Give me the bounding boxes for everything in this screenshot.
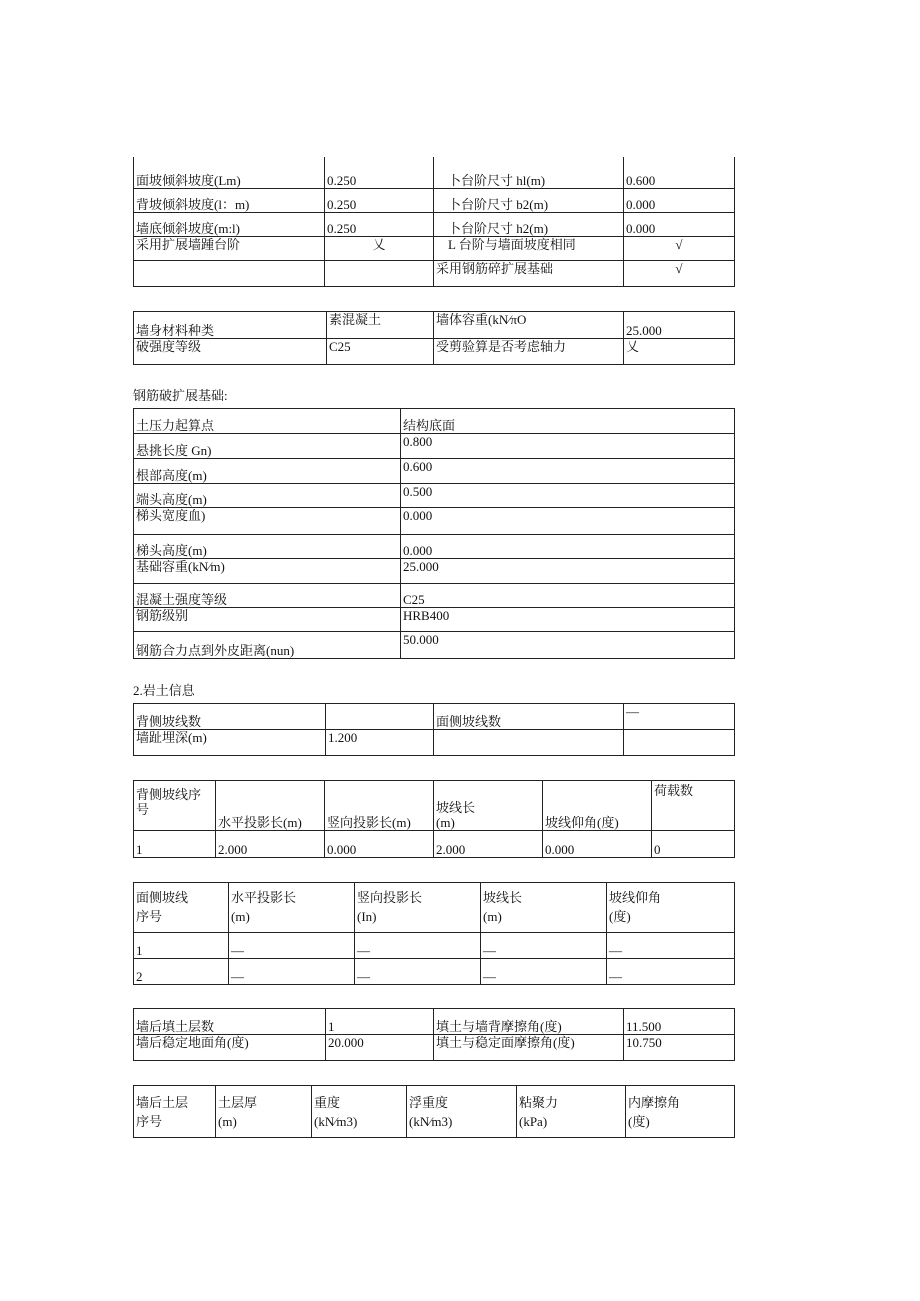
param-label: 根部高度(m) — [134, 459, 401, 484]
param-value: HRB400 — [401, 608, 735, 632]
param-label: 破强度等级 — [134, 339, 327, 365]
param-label — [134, 260, 325, 286]
column-header: 内摩擦角 (度) — [626, 1086, 735, 1138]
param-label: 墙身材料种类 — [134, 312, 327, 339]
column-header: 荷载数 — [652, 781, 735, 831]
column-header: 粘聚力 (kPa) — [517, 1086, 626, 1138]
param-label: 采用钢筋碎扩展基础 — [434, 260, 624, 286]
column-header: 墙后土层 序号 — [134, 1086, 216, 1138]
param-value: 1 — [326, 1009, 434, 1035]
column-header: 重度 (kN∕m3) — [312, 1086, 407, 1138]
param-label: 背侧坡线数 — [134, 704, 326, 730]
table-row — [134, 459, 735, 484]
table-cell: — — [481, 959, 607, 985]
check-mark: √ — [624, 260, 735, 286]
param-value: 0.000 — [401, 508, 735, 535]
table-header-row — [134, 781, 735, 831]
column-header: 背侧坡线序号 — [134, 781, 216, 831]
table-row — [134, 484, 735, 508]
param-label: 基础容重(kN∕m) — [134, 559, 401, 584]
table-cell: 2.000 — [216, 831, 325, 858]
param-label: 混凝土强度等级 — [134, 584, 401, 608]
table-cell: 1 — [134, 933, 229, 959]
param-value — [624, 730, 735, 756]
table-cell: — — [229, 959, 355, 985]
param-label: 卜台阶尺寸 h2(m) — [434, 212, 624, 236]
param-label: 卜台阶尺寸 b2(m) — [434, 188, 624, 212]
param-value: 50.000 — [401, 632, 735, 659]
param-value: 0.500 — [401, 484, 735, 508]
param-label: 钢筋合力点到外皮距离(nun) — [134, 632, 401, 659]
table-cell: — — [355, 933, 481, 959]
param-label: 墙底倾斜坡度(m:l) — [134, 212, 325, 236]
param-label: 墙体容重(kN∕πO — [434, 312, 624, 339]
table-row — [134, 933, 735, 959]
param-value: — — [624, 704, 735, 730]
param-value: C25 — [327, 339, 434, 365]
backfill-table — [133, 1008, 734, 1061]
table-row — [134, 1009, 735, 1035]
param-value: 10.750 — [624, 1035, 735, 1061]
param-label: 背坡倾斜坡度(l：m) — [134, 188, 325, 212]
param-label: 悬挑长度 Gn) — [134, 434, 401, 459]
param-value: 11.500 — [624, 1009, 735, 1035]
check-mark: √ — [624, 236, 735, 260]
table-header-row — [134, 883, 735, 933]
table-row — [134, 312, 735, 339]
param-label: 土压力起算点 — [134, 409, 401, 434]
param-value — [326, 704, 434, 730]
front-slope-table — [133, 882, 734, 985]
soil-layer-table — [133, 1085, 734, 1138]
param-value: C25 — [401, 584, 735, 608]
param-label: 梯头宽度血) — [134, 508, 401, 535]
table-row — [134, 157, 735, 188]
param-value: 0.250 — [325, 157, 434, 188]
param-value: 0.000 — [624, 212, 735, 236]
section-title-geotech: 2.岩土信息 — [133, 683, 195, 698]
column-header: 面侧坡线 序号 — [134, 883, 229, 933]
param-label: 受剪验算是否考虑轴力 — [434, 339, 624, 365]
param-value: 0.250 — [325, 212, 434, 236]
table-row — [134, 409, 735, 434]
param-label: 端头高度(m) — [134, 484, 401, 508]
column-header: 竖向投影长(m) — [325, 781, 434, 831]
section-title-rc-foundation: 钢筋破扩展基础: — [133, 388, 228, 403]
table-row — [134, 959, 735, 985]
column-header: 坡线仰角 (度) — [607, 883, 735, 933]
param-value: 0.600 — [624, 157, 735, 188]
table-row — [134, 260, 735, 286]
slope-count-table — [133, 703, 734, 756]
wall-material-table — [133, 311, 734, 365]
table-row — [134, 584, 735, 608]
param-label: 墙趾埋深(m) — [134, 730, 326, 756]
rc-foundation-table — [133, 408, 734, 659]
table-cell: — — [229, 933, 355, 959]
param-label: 梯头高度(m) — [134, 535, 401, 559]
table-cell: 1 — [134, 831, 216, 858]
param-label: 钢筋级别 — [134, 608, 401, 632]
back-slope-table — [133, 780, 734, 858]
column-header: 水平投影长(m) — [216, 781, 325, 831]
param-value: 素混凝土 — [327, 312, 434, 339]
param-value: 1.200 — [326, 730, 434, 756]
param-value: 0.800 — [401, 434, 735, 459]
column-header: 土层厚 (m) — [216, 1086, 312, 1138]
param-value: 25.000 — [401, 559, 735, 584]
param-value: 0.000 — [401, 535, 735, 559]
cross-mark: 乂 — [624, 339, 735, 365]
table-cell: — — [607, 959, 735, 985]
param-label — [434, 730, 624, 756]
table-row — [134, 559, 735, 584]
param-label: 填土与墙背摩擦角(度) — [434, 1009, 624, 1035]
cross-mark: 乂 — [325, 236, 434, 260]
column-header: 坡线仰角(度) — [543, 781, 652, 831]
param-value: 0.250 — [325, 188, 434, 212]
table-cell: 2.000 — [434, 831, 543, 858]
table-cell: — — [355, 959, 481, 985]
wall-geometry-table — [133, 157, 734, 287]
table-cell: 0 — [652, 831, 735, 858]
table-row — [134, 339, 735, 365]
param-label: 面坡倾斜坡度(Lm) — [134, 157, 325, 188]
table-row — [134, 212, 735, 236]
table-cell: 0.000 — [325, 831, 434, 858]
table-cell: 2 — [134, 959, 229, 985]
column-header: 浮重度 (kN∕m3) — [407, 1086, 517, 1138]
param-label: L 台阶与墙面坡度相同 — [434, 236, 624, 260]
param-value: 0.600 — [401, 459, 735, 484]
param-label: 采用扩展墙踵台阶 — [134, 236, 325, 260]
param-label: 卜台阶尺寸 hl(m) — [434, 157, 624, 188]
table-row — [134, 535, 735, 559]
param-label: 填土与稳定面摩擦角(度) — [434, 1035, 624, 1061]
column-header: 坡线长 (m) — [481, 883, 607, 933]
param-label: 墙后稳定地面角(度) — [134, 1035, 326, 1061]
table-row — [134, 1035, 735, 1061]
table-row — [134, 508, 735, 535]
table-row — [134, 730, 735, 756]
param-value: 0.000 — [624, 188, 735, 212]
param-label: 面侧坡线数 — [434, 704, 624, 730]
table-header-row — [134, 1086, 735, 1138]
column-header: 水平投影长 (m) — [229, 883, 355, 933]
table-row — [134, 188, 735, 212]
param-label: 墙后填土层数 — [134, 1009, 326, 1035]
column-header: 坡线长 (m) — [434, 781, 543, 831]
table-row — [134, 608, 735, 632]
table-row — [134, 434, 735, 459]
table-cell: — — [481, 933, 607, 959]
table-row — [134, 704, 735, 730]
table-row — [134, 632, 735, 659]
table-row — [134, 831, 735, 858]
param-value: 20.000 — [326, 1035, 434, 1061]
param-value: 25.000 — [624, 312, 735, 339]
table-cell: 0.000 — [543, 831, 652, 858]
column-header: 竖向投影长 (In) — [355, 883, 481, 933]
table-row — [134, 236, 735, 260]
table-cell: — — [607, 933, 735, 959]
param-value: 结构底面 — [401, 409, 735, 434]
param-value — [325, 260, 434, 286]
